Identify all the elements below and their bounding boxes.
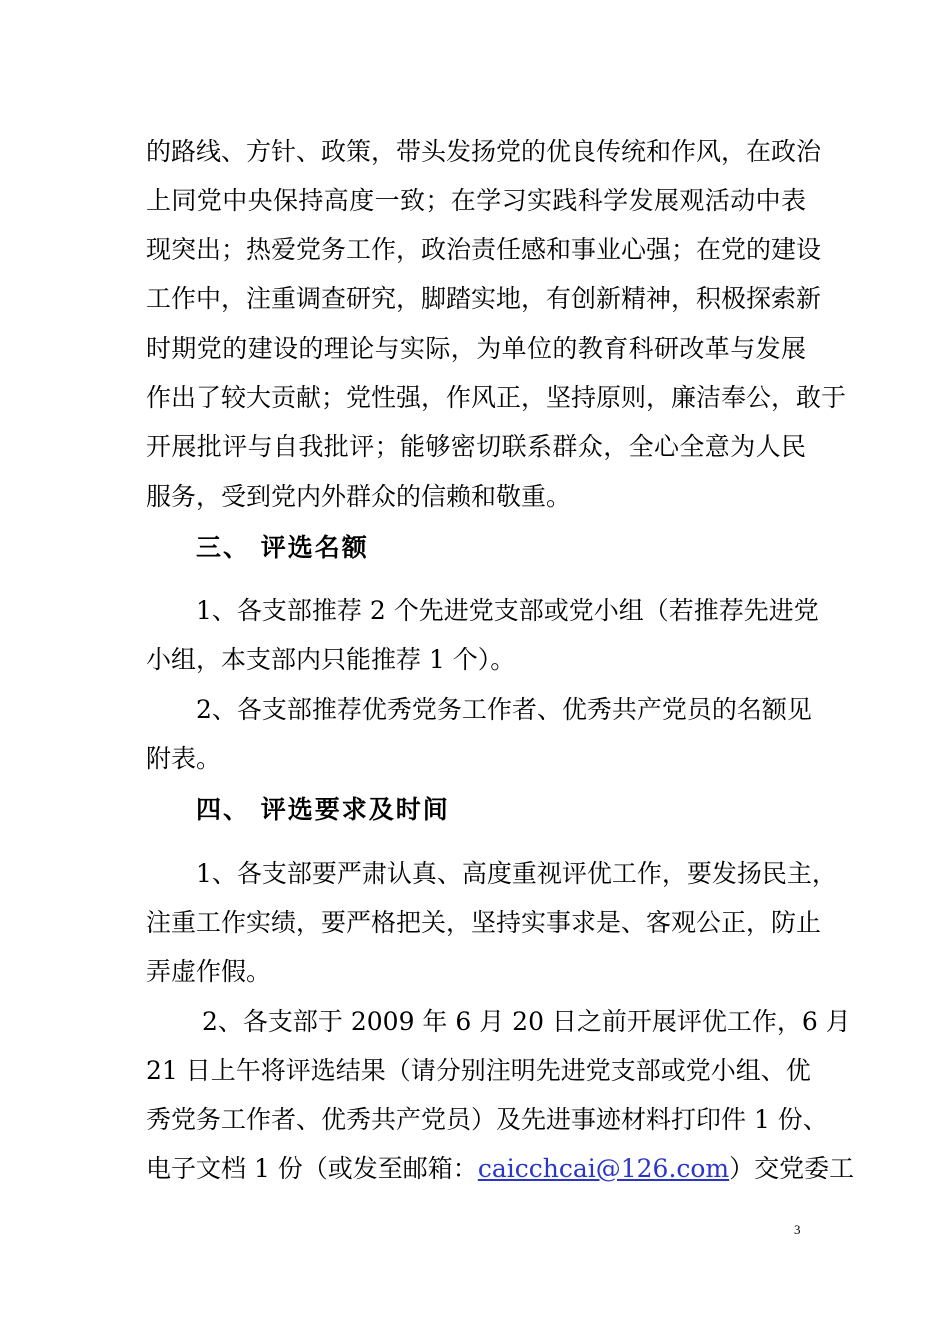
body-line-7: 开展批评与自我批评；能够密切联系群众，全心全意为人民 [146,432,806,461]
requirements-item-2-line-3: 秀党务工作者、优秀共产党员）及先进事迹材料打印件 1 份、 [146,1105,828,1134]
quota-item-1-line-2: 小组，本支部内只能推荐 1 个）。 [146,645,516,674]
requirements-item-2-line-4 [146,1153,855,1185]
body-line-2: 上同党中央保持高度一致；在学习实践科学发展观活动中表 [146,186,806,215]
requirements-item-1-line-2: 注重工作实绩，要严格把关，坚持实事求是、客观公正，防止 [146,908,822,937]
page-number: 3 [794,1222,801,1237]
requirements-item-1-line-1: 1、各支部要严肃认真、高度重视评优工作，要发扬民主， [196,859,837,888]
section-heading-quota: 三、 评选名额 [196,533,369,562]
body-line-1: 的路线、方针、政策，带头发扬党的优良传统和作风，在政治 [146,137,822,166]
quota-item-2-line-2: 附表。 [146,744,222,773]
requirements-item-2-line-2: 21 日上午将评选结果（请分别注明先进党支部或党小组、优 [146,1056,811,1085]
body-line-6: 作出了较大贡献；党性强，作风正，坚持原则，廉洁奉公，敢于 [146,383,847,412]
requirements-item-1-line-3: 弄虚作假。 [146,957,272,986]
section-heading-requirements: 四、 评选要求及时间 [196,795,450,824]
requirements-item-2-line-1: 2、各支部于 2009 年 6 月 20 日之前开展评优工作，6 月 [202,1007,851,1036]
body-line-8: 服务，受到党内外群众的信赖和敬重。 [146,482,572,511]
body-line-4: 工作中，注重调查研究，脚踏实地，有创新精神，积极探索新 [146,284,822,313]
quota-item-1-line-1: 1、各支部推荐 2 个先进党支部或党小组（若推荐先进党 [196,596,819,625]
quota-item-2-line-1: 2、各支部推荐优秀党务工作者、优秀共产党员的名额见 [196,695,812,724]
line-4-prefix: 电子文档 1 份（或发至邮箱： [146,1154,478,1183]
body-line-5: 时期党的建设的理论与实际，为单位的教育科研改革与发展 [146,334,806,363]
body-line-3: 现突出；热爱党务工作，政治责任感和事业心强；在党的建设 [146,235,822,264]
line-4-suffix: ）交党委工 [729,1154,855,1183]
email-link[interactable]: caicchcai@126.com [477,1154,730,1183]
